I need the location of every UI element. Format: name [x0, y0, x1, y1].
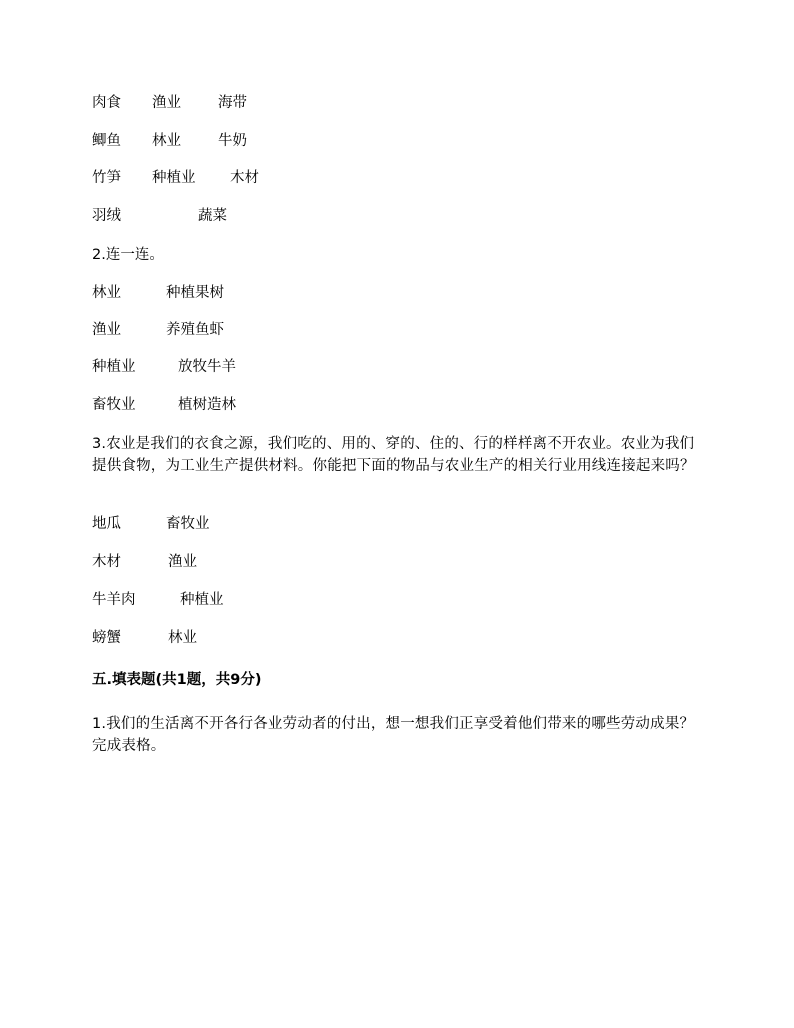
- q1-item-left: 肉食: [92, 95, 121, 111]
- q3-item-left: 牛羊肉: [92, 592, 136, 608]
- q3-item-right: 林业: [168, 630, 197, 646]
- q3-item-right: 渔业: [168, 554, 197, 570]
- q2-item-left: 种植业: [92, 359, 136, 375]
- q3-item-left: 木材: [92, 554, 121, 570]
- q1-item-middle: 渔业: [152, 95, 181, 111]
- q2-item-right: 植树造林: [178, 397, 236, 413]
- q2-item-left: 渔业: [92, 322, 121, 338]
- q2-item-right: 放牧牛羊: [178, 359, 236, 375]
- question-title: 2.连一连。: [92, 247, 164, 263]
- q1-item-left: 鲫鱼: [92, 133, 121, 149]
- q1-item-right: 木材: [230, 170, 259, 186]
- q2-item-right: 种植果树: [166, 285, 224, 301]
- q1-item-right: 蔬菜: [198, 208, 227, 224]
- section-heading: 五.填表题(共1题，共9分): [92, 672, 262, 688]
- q1-item-left: 竹笋: [92, 170, 121, 186]
- q2-item-left: 林业: [92, 285, 121, 301]
- q3-item-left: 地瓜: [92, 516, 121, 532]
- q2-item-right: 养殖鱼虾: [166, 322, 224, 338]
- q1-item-right: 海带: [218, 95, 247, 111]
- section5-question-1: 1.我们的生活离不开各行各业劳动者的付出，想一想我们正享受着他们带来的哪些劳动成果？完成表格。: [92, 716, 695, 754]
- q1-item-left: 羽绒: [92, 208, 121, 224]
- q1-item-middle: 种植业: [152, 170, 196, 186]
- q2-item-left: 畜牧业: [92, 397, 136, 413]
- q1-item-middle: 林业: [152, 133, 181, 149]
- q1-item-right: 牛奶: [218, 133, 247, 149]
- q3-prompt: 3.农业是我们的衣食之源，我们吃的、用的、穿的、住的、行的样样离不开农业。农业为我们提供食物，为工业生产提供材料。你能把下面的物品与农业生产的相关行业用线连接起来吗？: [92, 436, 695, 474]
- q3-item-right: 种植业: [180, 592, 224, 608]
- q3-item-right: 畜牧业: [166, 516, 210, 532]
- q3-item-left: 螃蟹: [92, 630, 121, 646]
